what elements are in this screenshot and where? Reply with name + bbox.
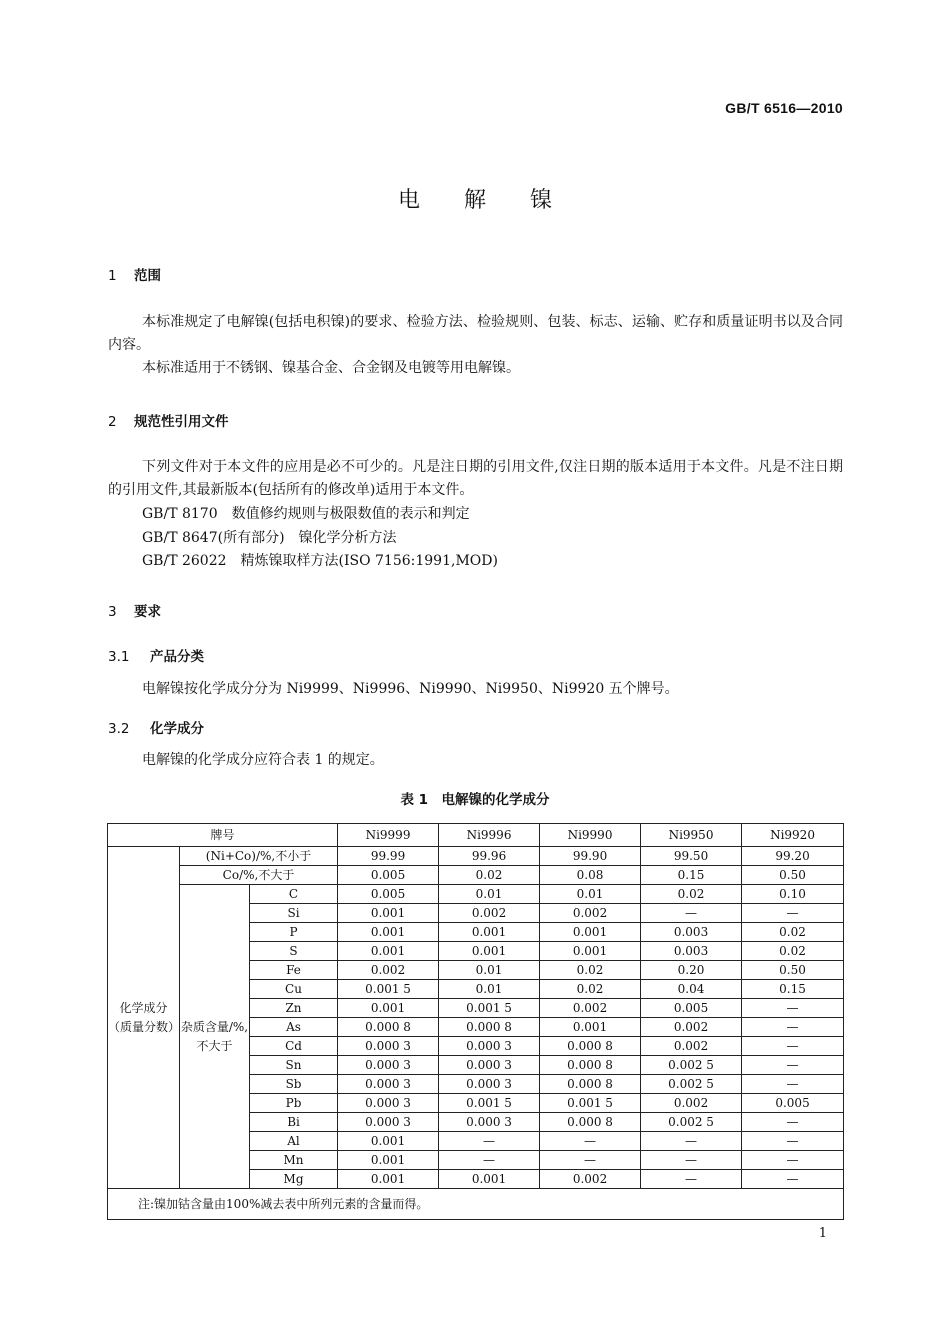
page-number: 1	[818, 1226, 827, 1241]
table-cell: 0.50	[742, 866, 844, 885]
table-cell: 0.002	[540, 999, 641, 1018]
element-label: Cu	[250, 980, 338, 999]
table-cell: 99.90	[540, 847, 641, 866]
table-cell: 99.99	[338, 847, 439, 866]
table-row	[108, 866, 844, 885]
table-cell: —	[641, 1170, 742, 1189]
table-cell: —	[742, 1037, 844, 1056]
table-cell: 0.002 5	[641, 1075, 742, 1094]
table-cell: —	[742, 1170, 844, 1189]
table-cell: 0.01	[439, 885, 540, 904]
table-cell: 0.000 8	[439, 1018, 540, 1037]
table-cell: 0.005	[338, 885, 439, 904]
chemical-composition-table	[107, 823, 844, 1220]
document-title: 电解镍	[397, 188, 596, 213]
table-cell: —	[439, 1151, 540, 1170]
element-label: Mg	[250, 1170, 338, 1189]
element-label: Cd	[250, 1037, 338, 1056]
table-cell: 0.001 5	[439, 1094, 540, 1113]
table-cell: 0.001	[338, 1132, 439, 1151]
table-cell: —	[641, 1151, 742, 1170]
element-label: Sb	[250, 1075, 338, 1094]
table-cell: 0.001	[338, 1151, 439, 1170]
section-1-paragraph-1: 本标准规定了电解镍(包括电积镍)的要求、检验方法、检验规则、包装、标志、运输、贮存和质量证明书以及合同内容。	[108, 314, 843, 353]
section-3-2-paragraph: 电解镍的化学成分应符合表 1 的规定。	[142, 752, 384, 768]
table-cell: —	[641, 904, 742, 923]
table-cell: 0.002	[338, 961, 439, 980]
table-cell: 0.02	[742, 942, 844, 961]
section-number: 2	[108, 414, 117, 430]
table-cell: 0.02	[540, 961, 641, 980]
table-cell: 0.001 5	[540, 1094, 641, 1113]
section-title: 产品分类	[150, 649, 204, 665]
element-label: As	[250, 1018, 338, 1037]
table-note-row	[108, 1189, 844, 1220]
element-label: Al	[250, 1132, 338, 1151]
table-cell: —	[742, 1132, 844, 1151]
table-cell: 0.02	[742, 923, 844, 942]
table-cell: 0.000 3	[338, 1056, 439, 1075]
table-cell: 0.02	[641, 885, 742, 904]
table-cell: 0.002	[641, 1037, 742, 1056]
table-cell: 0.002	[641, 1094, 742, 1113]
table-cell: 0.001	[439, 1170, 540, 1189]
table-cell: 0.000 3	[439, 1075, 540, 1094]
table-cell: 0.15	[641, 866, 742, 885]
table-cell: 0.001	[338, 1170, 439, 1189]
table-cell: 0.000 3	[439, 1037, 540, 1056]
table-cell: —	[540, 1151, 641, 1170]
reference-item: GB/T 8647(所有部分) 镍化学分析方法	[142, 530, 397, 546]
section-title: 范围	[134, 268, 161, 284]
table-cell: 0.002 5	[641, 1113, 742, 1132]
table-cell: 99.96	[439, 847, 540, 866]
table-note: 注:镍加钴含量由100%减去表中所列元素的含量而得。	[108, 1189, 844, 1220]
section-title: 要求	[134, 604, 161, 620]
section-number: 3.1	[108, 649, 130, 665]
table-caption: 表 1 电解镍的化学成分	[400, 792, 550, 808]
table-cell: 0.08	[540, 866, 641, 885]
table-cell: 0.04	[641, 980, 742, 999]
table-cell: 0.01	[439, 961, 540, 980]
grade-header: 牌号	[108, 824, 338, 847]
table-cell: 0.000 8	[540, 1056, 641, 1075]
category-label: 化学成分（质量分数）	[108, 847, 180, 1189]
section-3-1-paragraph: 电解镍按化学成分分为 Ni9999、Ni9996、Ni9990、Ni9950、Ni9920 五个牌号。	[142, 681, 679, 697]
table-cell: 0.000 3	[338, 1113, 439, 1132]
table-cell: 0.002	[641, 1018, 742, 1037]
section-2-heading	[108, 410, 229, 430]
table-cell: 99.50	[641, 847, 742, 866]
table-cell: —	[641, 1132, 742, 1151]
table-row	[108, 885, 844, 904]
element-label: Pb	[250, 1094, 338, 1113]
table-cell: 0.003	[641, 923, 742, 942]
table-cell: —	[742, 904, 844, 923]
table-cell: 0.001	[540, 923, 641, 942]
element-label: C	[250, 885, 338, 904]
element-label: Mn	[250, 1151, 338, 1170]
table-cell: 0.000 3	[439, 1113, 540, 1132]
element-label: S	[250, 942, 338, 961]
row-label: Co/%,不大于	[180, 866, 338, 885]
table-cell: 0.000 3	[338, 1037, 439, 1056]
table-cell: —	[742, 1018, 844, 1037]
table-cell: 99.20	[742, 847, 844, 866]
table-header-row	[108, 824, 844, 847]
table-cell: 0.002	[540, 904, 641, 923]
element-label: Zn	[250, 999, 338, 1018]
grade-column-header: Ni9990	[540, 824, 641, 847]
section-3-heading	[108, 600, 161, 620]
table-cell: 0.15	[742, 980, 844, 999]
table-cell: 0.000 8	[540, 1075, 641, 1094]
section-number: 1	[108, 268, 117, 284]
grade-column-header: Ni9999	[338, 824, 439, 847]
table-cell: 0.000 3	[439, 1056, 540, 1075]
table-row	[108, 847, 844, 866]
table-cell: 0.000 8	[540, 1037, 641, 1056]
reference-item: GB/T 8170 数值修约规则与极限数值的表示和判定	[142, 506, 470, 522]
table-cell: 0.005	[338, 866, 439, 885]
table-cell: 0.02	[540, 980, 641, 999]
table-cell: 0.000 8	[338, 1018, 439, 1037]
impurity-label: 杂质含量/%,不大于	[180, 885, 250, 1189]
table-cell: 0.50	[742, 961, 844, 980]
table-cell: 0.01	[439, 980, 540, 999]
table-cell: 0.001	[338, 999, 439, 1018]
section-3-1-heading	[108, 645, 204, 665]
table-cell: 0.002	[540, 1170, 641, 1189]
element-label: Si	[250, 904, 338, 923]
table-cell: —	[742, 1075, 844, 1094]
table-cell: —	[742, 1113, 844, 1132]
table-cell: 0.01	[540, 885, 641, 904]
section-title: 规范性引用文件	[134, 414, 229, 430]
standard-number: GB/T 6516—2010	[725, 100, 843, 116]
table-cell: 0.001	[439, 923, 540, 942]
section-1-paragraph-2: 本标准适用于不锈钢、镍基合金、合金钢及电镀等用电解镍。	[142, 360, 520, 376]
element-label: Sn	[250, 1056, 338, 1075]
table-cell: 0.001	[540, 1018, 641, 1037]
table-cell: 0.002 5	[641, 1056, 742, 1075]
grade-column-header: Ni9920	[742, 824, 844, 847]
section-3-2-heading	[108, 717, 204, 737]
table-cell: —	[742, 999, 844, 1018]
section-title: 化学成分	[150, 721, 204, 737]
table-cell: 0.001	[338, 942, 439, 961]
table-cell: 0.001	[338, 904, 439, 923]
table-cell: 0.005	[742, 1094, 844, 1113]
table-cell: 0.002	[439, 904, 540, 923]
table-cell: 0.000 3	[338, 1094, 439, 1113]
table-cell: 0.001	[338, 923, 439, 942]
section-number: 3.2	[108, 721, 130, 737]
table-cell: 0.001	[439, 942, 540, 961]
table-cell: 0.10	[742, 885, 844, 904]
table-cell: 0.003	[641, 942, 742, 961]
grade-column-header: Ni9996	[439, 824, 540, 847]
table-cell: 0.001	[540, 942, 641, 961]
section-2-paragraph: 下列文件对于本文件的应用是必不可少的。凡是注日期的引用文件,仅注日期的版本适用于本文件。凡是不注日期的引用文件,其最新版本(包括所有的修改单)适用于本文件。	[108, 459, 843, 498]
table-cell: —	[540, 1132, 641, 1151]
element-label: Bi	[250, 1113, 338, 1132]
table-cell: 0.000 3	[338, 1075, 439, 1094]
table-cell: 0.000 8	[540, 1113, 641, 1132]
table-cell: —	[742, 1056, 844, 1075]
table-cell: 0.02	[439, 866, 540, 885]
table-cell: —	[742, 1151, 844, 1170]
element-label: P	[250, 923, 338, 942]
element-label: Fe	[250, 961, 338, 980]
table-cell: —	[439, 1132, 540, 1151]
table-cell: 0.005	[641, 999, 742, 1018]
section-number: 3	[108, 604, 117, 620]
section-1-heading	[108, 264, 161, 284]
table-cell: 0.001 5	[338, 980, 439, 999]
grade-column-header: Ni9950	[641, 824, 742, 847]
table-cell: 0.001 5	[439, 999, 540, 1018]
table-cell: 0.20	[641, 961, 742, 980]
reference-item: GB/T 26022 精炼镍取样方法(ISO 7156:1991,MOD)	[142, 553, 498, 569]
row-label: (Ni+Co)/%,不小于	[180, 847, 338, 866]
